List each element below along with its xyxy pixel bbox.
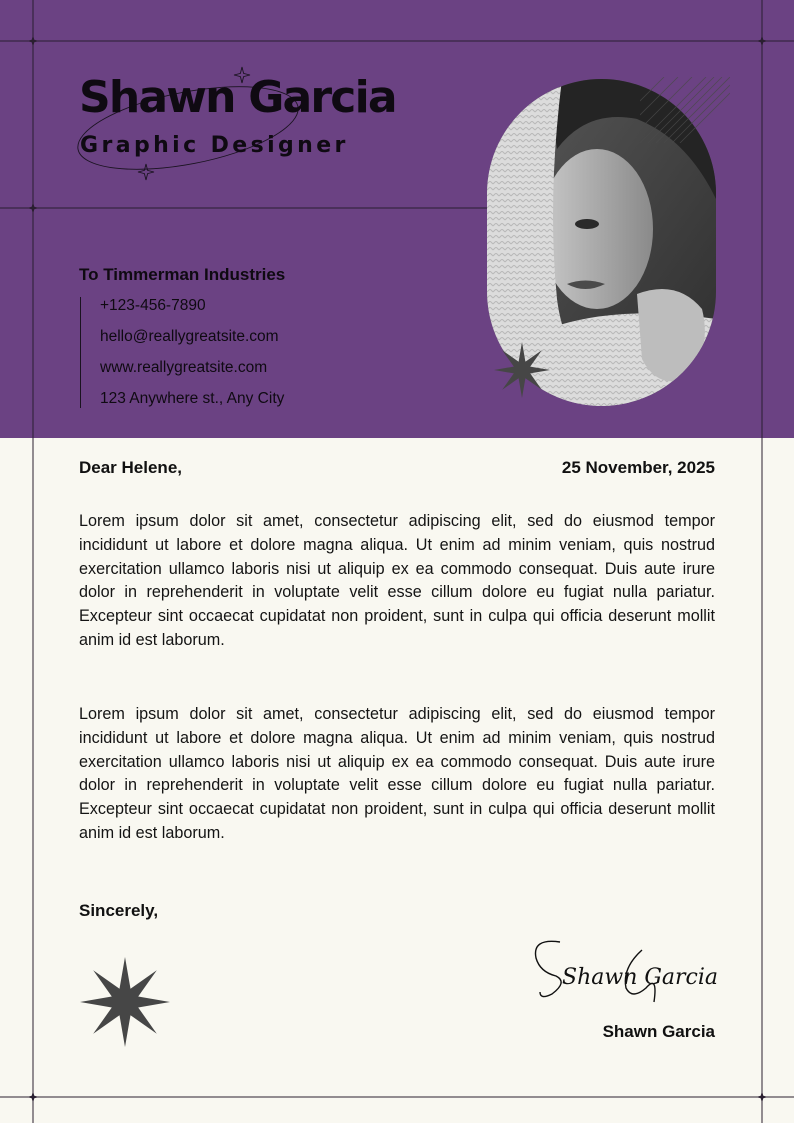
signer-name: Shawn Garcia (602, 1022, 715, 1041)
applicant-name: Shawn Garcia (79, 72, 396, 123)
eight-point-star-icon (80, 957, 170, 1047)
contact-phone: +123-456-7890 (100, 297, 206, 314)
body-paragraph: Lorem ipsum dolor sit amet, consectetur adipiscing elit, sed do eiusmod tempor incididunt ut labore et dolore magna aliqua. Ut enim ad minim veniam, quis nostrud exercitation ullamco laboris nisi ut aliquip ex ea commodo consequat. Duis aute irure dolor in reprehenderit in voluptate velit esse cillum dolore eu fugiat nulla pariatur. Excepteur sint occaecat cupidatat non proident, sunt in culpa qui officia deserunt mollit anim id est laborum. (79, 705, 715, 842)
body-paragraph: Lorem ipsum dolor sit amet, consectetur adipiscing elit, sed do eiusmod tempor incididunt ut labore et dolore magna aliqua. Ut enim ad minim veniam, quis nostrud exercitation ullamco laboris nisi ut aliquip ex ea commodo consequat. Duis aute irure dolor in reprehenderit in voluptate velit esse cillum dolore eu fugiat nulla pariatur. Excepteur sint occaecat cupidatat non proident, sunt in culpa qui officia deserunt mollit anim id est laborum. (79, 512, 715, 649)
contact-divider (80, 297, 81, 408)
sparkle-icon (756, 1091, 768, 1103)
contact-email: hello@reallygreatsite.com (100, 328, 279, 345)
applicant-role: Graphic Designer (80, 133, 349, 158)
letter-date: 25 November, 2025 (561, 458, 715, 477)
eight-point-star-icon (494, 342, 550, 398)
hatch-pattern-icon (640, 77, 730, 143)
sparkle-star-icon (138, 164, 154, 180)
salutation: Dear Helene, (79, 458, 182, 477)
contact-address: 123 Anywhere st., Any City (100, 390, 285, 407)
contact-website: www.reallygreatsite.com (100, 359, 268, 376)
sparkle-icon (27, 1091, 39, 1103)
contact-list (100, 294, 284, 418)
closing: Sincerely, (79, 901, 159, 920)
signature-text: Shawn Garcia (562, 965, 719, 990)
recipient-line: To Timmerman Industries (79, 265, 286, 284)
signature (522, 928, 722, 1008)
